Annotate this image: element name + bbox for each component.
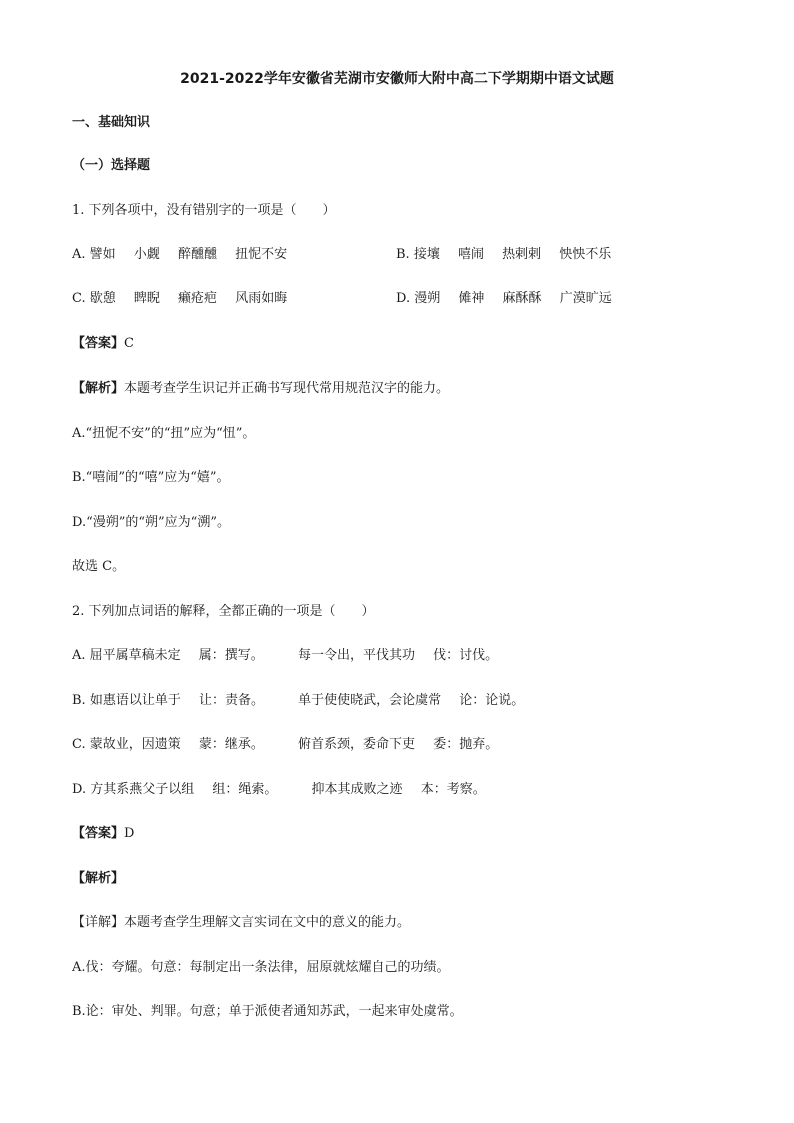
q2-detail	[72, 914, 410, 932]
q1-answer-tag: 【答案】	[72, 336, 125, 351]
q2-option-a-clause2: 每一令出，平伐其功	[297, 648, 415, 663]
q2-option-a-gloss1: 属：撰写。	[198, 648, 264, 663]
q2-option-c	[72, 736, 498, 754]
q1-option-a-word4: 扭怩不安	[235, 247, 288, 262]
q1-analysis	[72, 380, 449, 398]
q2-note-b: B.论：审处、判罪。句意；单于派使者通知苏武，一起来审处虞常。	[72, 1004, 463, 1019]
q2-option-a-gloss2: 伐：讨伐。	[433, 648, 499, 663]
q2-option-d-clause2: 抑本其成败之迹	[311, 782, 403, 797]
q2-detail-text: 本题考查学生理解文言实词在文中的意义的能力。	[124, 915, 411, 930]
q2-option-b	[72, 692, 524, 710]
page-title: 2021-2022学年安徽省芜湖市安徽师大附中高二下学期期中语文试题	[180, 71, 614, 87]
q1-note-a: A.“扭怩不安”的“扭”应为“忸”。	[72, 426, 256, 441]
question-2-stem: 2. 下列加点词语的解释，全都正确的一项是（ ）	[72, 604, 375, 619]
question-1-stem: 1. 下列各项中，没有错别字的一项是（ ）	[72, 203, 336, 218]
q2-option-a	[72, 647, 498, 665]
q1-option-b	[396, 246, 611, 264]
q2-answer	[72, 825, 134, 843]
q2-detail-tag: 【详解】	[72, 915, 125, 930]
q2-option-b-gloss1: 让：责备。	[198, 693, 264, 708]
q1-answer-value: C	[124, 336, 134, 351]
q1-option-a-word3: 醉醺醺	[177, 247, 217, 262]
q1-option-b-word3: 热剌剌	[502, 247, 542, 262]
q1-analysis-tag: 【解析】	[72, 381, 125, 396]
q2-option-b-clause1: B. 如惠语以让单于	[72, 693, 181, 708]
q1-note-d: D.“漫朔”的“朔”应为“溯”。	[72, 515, 230, 530]
q1-option-c-word3: 癞疮疤	[178, 291, 218, 306]
q2-option-d-clause1: D. 方其系燕父子以组	[72, 782, 195, 797]
q1-option-d-word2: 傩神	[458, 291, 485, 306]
q1-option-b-word4: 怏怏不乐	[559, 247, 612, 262]
q2-option-c-clause2: 俯首系颈，委命下吏	[298, 737, 416, 752]
q1-option-d-word3: 麻酥酥	[502, 291, 542, 306]
q1-option-a-label: A. 譬如	[72, 247, 116, 262]
q1-conclusion: 故选 C。	[72, 559, 126, 574]
q2-option-b-clause2: 单于使使晓武，会论虞常	[298, 693, 442, 708]
q2-option-c-clause1: C. 蒙故业，因遗策	[72, 737, 181, 752]
q2-option-d-gloss1: 组：绳索。	[212, 782, 278, 797]
q1-option-b-word2: 嘻闹	[457, 247, 484, 262]
q2-option-d	[72, 781, 486, 799]
q1-option-d-label: D. 漫朔	[396, 291, 441, 306]
subsection-heading: （一）选择题	[72, 158, 151, 173]
q1-option-a	[72, 246, 287, 264]
q1-option-a-word2: 小觑	[133, 247, 160, 262]
q1-note-b: B.“嘻闹”的“嘻”应为“嬉”。	[72, 470, 230, 485]
q2-answer-tag: 【答案】	[72, 826, 125, 841]
q1-option-d	[396, 290, 612, 308]
q2-analysis-tag: 【解析】	[72, 871, 125, 886]
q1-option-c	[72, 290, 287, 308]
q1-option-d-word4: 广漠旷远	[559, 291, 612, 306]
q2-option-b-gloss2: 论：论说。	[459, 693, 525, 708]
q2-answer-value: D	[124, 826, 135, 841]
section-heading: 一、基础知识	[72, 115, 151, 130]
q2-option-a-clause1: A. 屈平属草稿未定	[72, 648, 181, 663]
q1-option-c-label: C. 歇憩	[72, 291, 116, 306]
q1-answer	[72, 335, 134, 353]
q2-option-d-gloss2: 本：考察。	[420, 782, 486, 797]
q1-option-c-word2: 睥睨	[133, 291, 160, 306]
q1-option-c-word4: 风雨如晦	[235, 291, 288, 306]
q2-option-c-gloss2: 委：抛弃。	[433, 737, 499, 752]
q1-option-b-label: B. 接壤	[396, 247, 440, 262]
q2-note-a: A.伐：夸耀。句意：每制定出一条法律，屈原就炫耀自己的功绩。	[72, 960, 450, 975]
q2-option-c-gloss1: 蒙：继承。	[198, 737, 264, 752]
q1-analysis-text: 本题考查学生识记并正确书写现代常用规范汉字的能力。	[124, 381, 450, 396]
